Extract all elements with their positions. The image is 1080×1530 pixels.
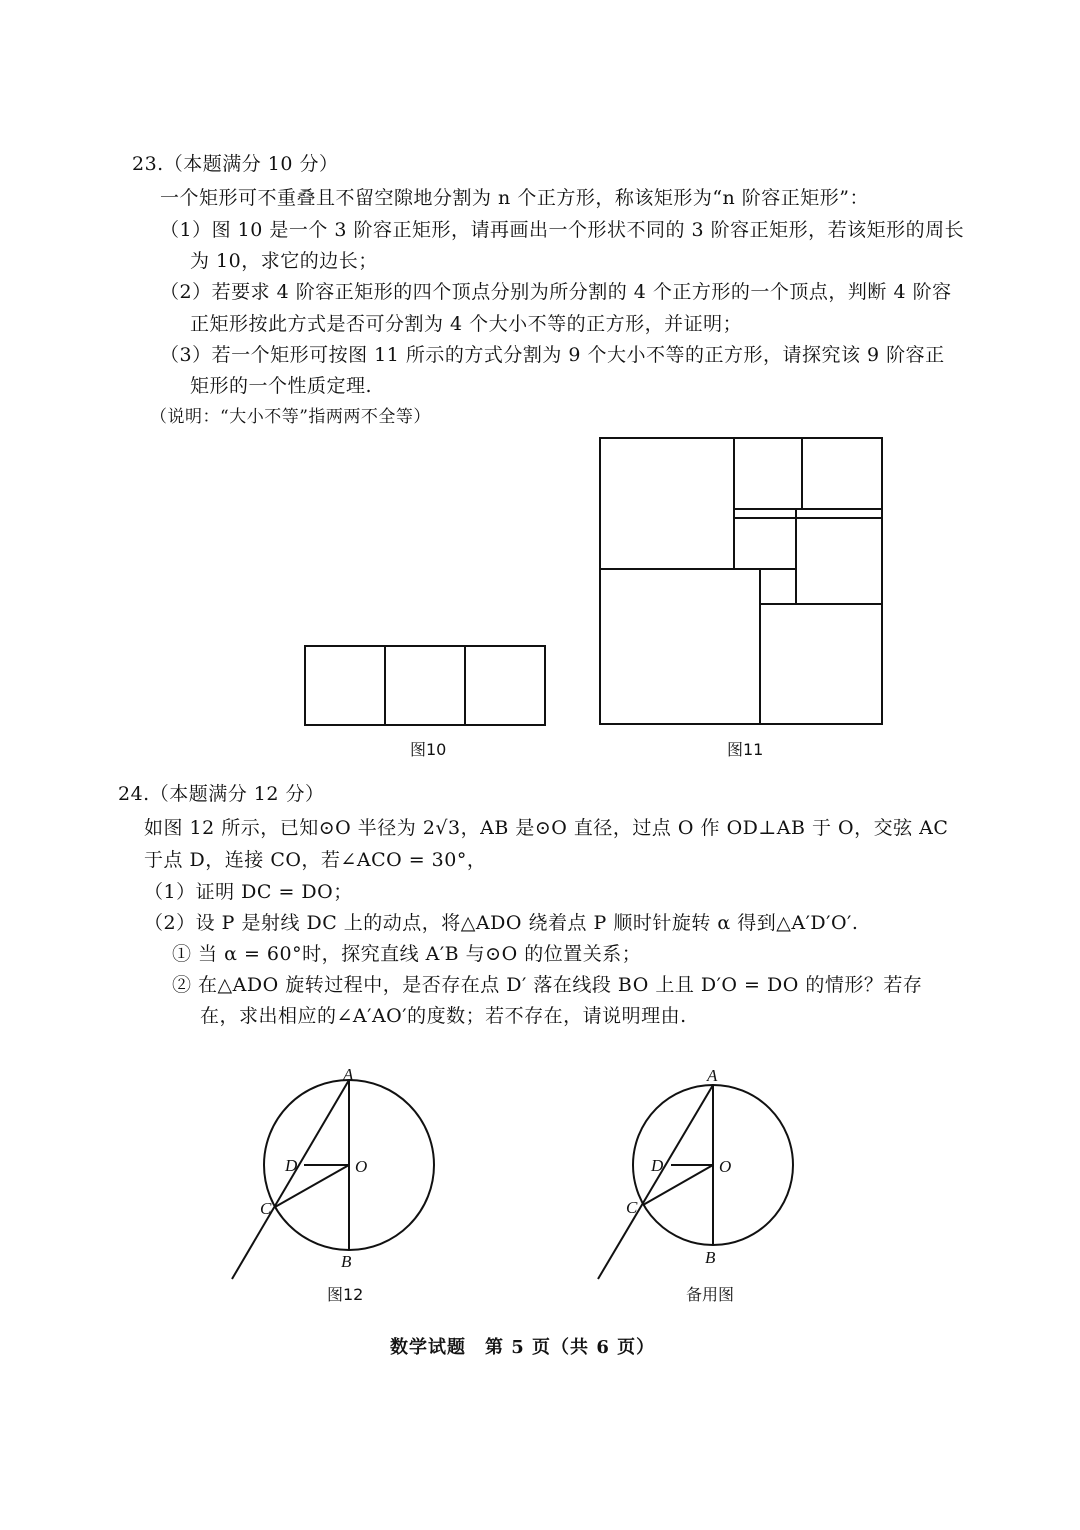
- q24-part2: （2）设 P 是射线 DC 上的动点，将△ADO 绕着点 P 顺时针旋转 α 得到△A′D′O′.: [144, 912, 859, 934]
- figure-12: [232, 1080, 434, 1279]
- q23-part3-line1: （3）若一个矩形可按图 11 所示的方式分割为 9 个大小不等的正方形，请探究该 9 阶容正: [160, 344, 945, 366]
- q23-header: 23.（本题满分 10 分）: [132, 153, 339, 175]
- fig12-label-C: C: [260, 1199, 272, 1218]
- q24-line1: 如图 12 所示，已知⊙O 半径为 2√3，AB 是⊙O 直径，过点 O 作 OD⊥AB 于 O，交弦 AC: [144, 817, 949, 839]
- fig12-point-labels: [260, 1065, 367, 1271]
- q23-part2-line2: 正矩形按此方式是否可分割为 4 个大小不等的正方形，并证明；: [190, 313, 743, 335]
- q23-part1-line2: 为 10，求它的边长；: [190, 250, 378, 272]
- page-footer: 数学试题 第 5 页（共 6 页）: [390, 1337, 656, 1358]
- q24-header: 24.（本题满分 12 分）: [118, 783, 325, 805]
- q23-part1-line1: （1）图 10 是一个 3 阶容正矩形，请再画出一个形状不同的 3 阶容正矩形，若该矩形的周长: [160, 219, 965, 241]
- spare-label-D: D: [651, 1156, 664, 1175]
- q24-part1: （1）证明 DC = DO；: [144, 881, 353, 903]
- fig11-caption: 图11: [727, 740, 764, 759]
- figure-spare: [598, 1085, 793, 1279]
- fig12-label-O: O: [355, 1157, 368, 1176]
- q23-part3-line2: 矩形的一个性质定理.: [190, 375, 373, 397]
- spare-label-C: C: [626, 1198, 638, 1217]
- spare-ray-AC: [598, 1085, 713, 1279]
- q23-note: （说明：“大小不等”指两两不全等）: [150, 407, 431, 427]
- q24-sub1: ① 当 α = 60°时，探究直线 A′B 与⊙O 的位置关系；: [172, 943, 642, 965]
- q23-part2-line1: （2）若要求 4 阶容正矩形的四个顶点分别为所分割的 4 个正方形的一个顶点，判断 4 阶容: [160, 281, 952, 303]
- fig10-caption: 图10: [410, 740, 447, 759]
- fig12-label-A: A: [343, 1065, 354, 1084]
- fig12-label-B: B: [341, 1252, 352, 1271]
- fig12-caption: 图12: [327, 1285, 364, 1304]
- q24-sub2-line2: 在，求出相应的∠A′AO′的度数；若不存在，请说明理由.: [200, 1005, 687, 1027]
- q23-intro: 一个矩形可不重叠且不留空隙地分割为 n 个正方形，称该矩形为“n 阶容正矩形”：: [160, 187, 870, 209]
- spare-label-A: A: [707, 1066, 718, 1085]
- spare-figure-caption: 备用图: [686, 1285, 735, 1304]
- spare-label-O: O: [719, 1157, 732, 1176]
- q24-line2: 于点 D，连接 CO，若∠ACO = 30°，: [144, 849, 487, 871]
- spare-label-B: B: [705, 1248, 716, 1267]
- q24-sub2-line1: ② 在△ADO 旋转过程中，是否存在点 D′ 落在线段 BO 上且 D′O = DO 的情形？若存: [172, 974, 923, 996]
- fig12-label-D: D: [285, 1156, 298, 1175]
